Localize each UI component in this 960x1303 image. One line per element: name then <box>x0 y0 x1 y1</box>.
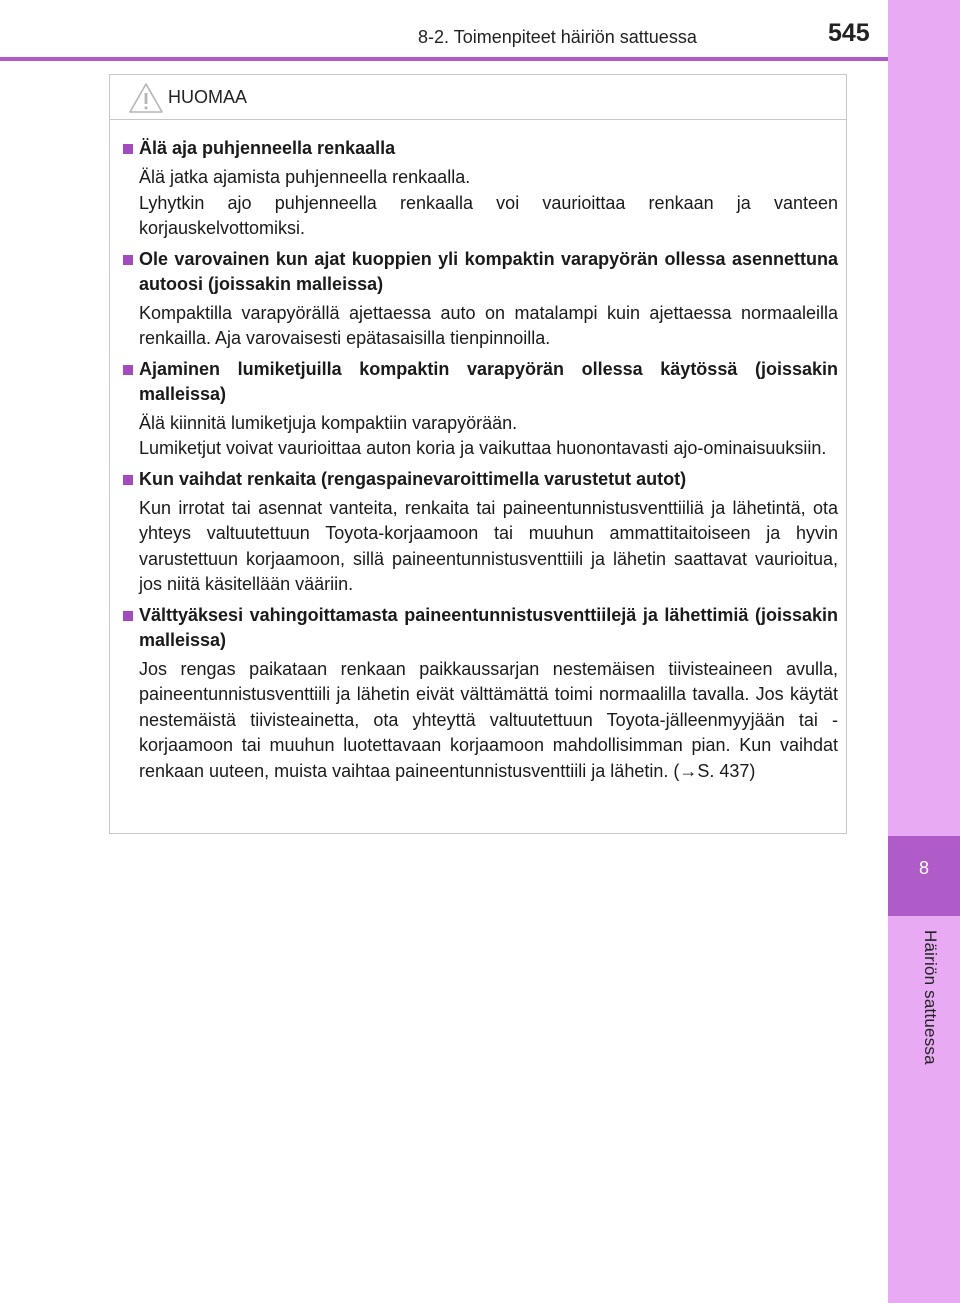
square-bullet-icon <box>123 144 133 154</box>
heading-text: Välttyäksesi vahingoittamasta paineentunnistusventtiilejä ja lähettimiä (joissakin malleissa) <box>139 604 838 650</box>
notice-item-body <box>139 411 838 462</box>
notice-item-body <box>139 657 838 785</box>
notice-header <box>110 75 846 120</box>
square-bullet-icon <box>123 611 133 621</box>
body-paragraph: Lyhytkin ajo puhjenneella renkaalla voi vaurioittaa renkaan ja vanteen korjauskelvottomiksi. <box>139 192 838 238</box>
notice-item <box>123 467 838 598</box>
square-bullet-icon <box>123 475 133 485</box>
heading-text: Kun vaihdat renkaita (rengaspainevaroittimella varustetut autot) <box>139 468 687 489</box>
section-title: 8-2. Toimenpiteet häiriön sattuessa <box>418 27 697 47</box>
notice-item-body <box>139 165 838 242</box>
chapter-side-tab <box>888 0 960 1303</box>
warning-triangle-icon <box>128 82 164 114</box>
notice-item <box>123 247 838 352</box>
heading-text: Ajaminen lumiketjuilla kompaktin varapyörän ollessa käytössä (joissakin malleissa) <box>139 358 838 404</box>
notice-item <box>123 603 838 785</box>
square-bullet-icon <box>123 255 133 265</box>
notice-item-heading <box>123 136 838 161</box>
body-paragraph: Kun irrotat tai asennat vanteita, renkaita tai paineentunnistusventtiiliä ja lähetintä, ota yhteys valtuutettuun Toyota-korjaamoon tai muuhun ammattitaitoiseen ja hyvin varustettuun korjaamoon, sillä paineentunnistusventtiili ja lähetin saattavat vaurioitua, jos niitä käsitellään vääriin. <box>139 497 838 594</box>
heading-text: Ole varovainen kun ajat kuoppien yli kompaktin varapyörän ollessa asennettuna autoosi (joissakin malleissa) <box>139 248 838 294</box>
body-paragraph: Kompaktilla varapyörällä ajettaessa auto on matalampi kuin ajettaessa normaaleilla renkailla. Aja varovaisesti epätasaisilla tienpinnoilla. <box>139 302 838 348</box>
notice-content <box>110 120 846 784</box>
notice-item-body <box>139 496 838 598</box>
body-paragraph: Älä kiinnitä lumiketjuja kompaktiin varapyörään. <box>139 412 518 433</box>
notice-item <box>123 136 838 242</box>
notice-item-heading <box>123 357 838 407</box>
chapter-title: Häiriön sattuessa <box>921 930 940 1065</box>
notice-box <box>109 74 847 834</box>
body-paragraph: Lumiketjut voivat vaurioittaa auton koria ja vaikuttaa huonontavasti ajo-ominaisuuksiin. <box>139 438 827 458</box>
notice-item <box>123 357 838 462</box>
notice-item-body <box>139 301 838 352</box>
header-divider <box>0 57 888 61</box>
notice-title: HUOMAA <box>168 87 248 107</box>
notice-item-heading <box>123 247 838 297</box>
page-number: 545 <box>828 19 870 47</box>
chapter-number: 8 <box>918 858 929 878</box>
heading-text: Älä aja puhjenneella renkaalla <box>139 138 396 158</box>
body-paragraph: Jos rengas paikataan renkaan paikkaussarjan nestemäisen tiivisteaineen avulla, paineentunnistusventtiili ja lähetin eivät välttämättä toimi normaalilla tavalla. Jos käytät nestemäistä tiivisteainetta, ota yhteyttä valtuutettuun Toyota-jälleenmyyjään tai -korjaamoon tai muuhun luotettavaan korjaamoon mahdollisimman pian. Kun vaihdat renkaan uuteen, muista vaihtaa paineentunnistusventtiili ja lähetin. (→S. 437) <box>139 658 838 781</box>
notice-item-heading <box>123 603 838 653</box>
body-paragraph: Älä jatka ajamista puhjenneella renkaalla. <box>139 167 471 187</box>
square-bullet-icon <box>123 365 133 375</box>
notice-item-heading <box>123 467 838 492</box>
